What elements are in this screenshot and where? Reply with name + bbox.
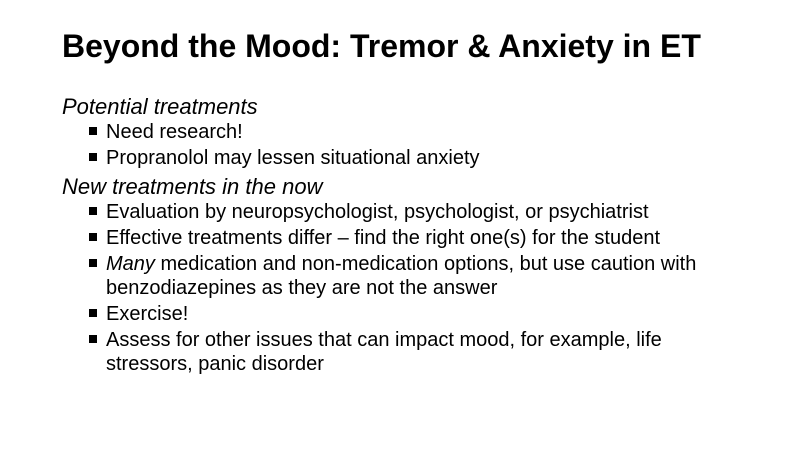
slide-title: Beyond the Mood: Tremor & Anxiety in ET [62, 28, 701, 64]
list-item: Effective treatments differ – find the right one(s) for the student [62, 226, 742, 250]
section-heading-new-treatments: New treatments in the now [62, 174, 323, 199]
list-item: Assess for other issues that can impact mood, for example, life stressors, panic disorder [62, 328, 742, 376]
list-item: Many medication and non-medication options, but use caution with benzodiazepines as they are not the answer [62, 252, 742, 300]
square-bullet-icon [89, 233, 97, 241]
square-bullet-icon [89, 127, 97, 135]
square-bullet-icon [89, 207, 97, 215]
square-bullet-icon [89, 259, 97, 267]
square-bullet-icon [89, 309, 97, 317]
new-treatments-list [62, 200, 742, 376]
list-item: Propranolol may lessen situational anxiety [62, 146, 742, 170]
list-item: Exercise! [62, 302, 742, 326]
slide-body [62, 94, 742, 378]
square-bullet-icon [89, 153, 97, 161]
section-heading-potential-treatments: Potential treatments [62, 94, 258, 119]
list-item: Evaluation by neuropsychologist, psychologist, or psychiatrist [62, 200, 742, 224]
emphasis-text: Many [106, 253, 155, 275]
list-item: Need research! [62, 120, 742, 144]
square-bullet-icon [89, 335, 97, 343]
potential-treatments-list [62, 120, 742, 170]
